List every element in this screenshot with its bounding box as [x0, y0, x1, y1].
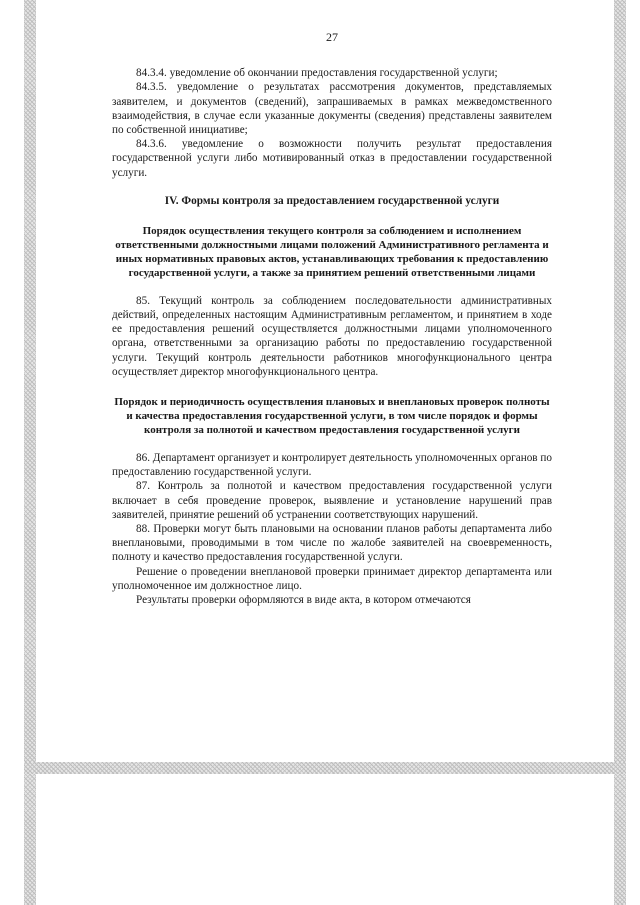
- item-84-3-5: 84.3.5. уведомление о результатах рассмотрения документов, представляемых заявителем, и документов (сведений), запрашиваемых в рамках межведомственного взаимодействия, в случае если указанные документы (сведения) представлены заявителем по собственной инициативе;: [112, 81, 552, 137]
- paragraph-85: 85. Текущий контроль за соблюдением последовательности административных действий, определенных настоящим Административным регламентом, и принятием в ходе ее предоставления решений осуществляется должностными лицами уполномоченного органа, ответственными за организацию работы по предоставлению государственной услуги. Текущий контроль деятельности работников многофункционального центра осуществляет директор многофункционального центра.: [112, 294, 552, 378]
- paragraph-86: 86. Департамент организует и контролирует деятельность уполномоченных органов по предоставлению государственной услуги.: [112, 452, 552, 479]
- page-number: 27: [326, 30, 338, 44]
- section-title: IV. Формы контроля за предоставлением государственной услуги: [164, 194, 500, 207]
- paragraph-87: 87. Контроль за полнотой и качеством предоставления государственной услуги включает в себя проведение проверок, выявление и установление нарушений прав заявителей, принятие решений об устранении соответствующих нарушений.: [112, 480, 552, 521]
- scan-edge-bottom: [24, 762, 626, 774]
- paragraph-decision: Решение о проведении внеплановой проверки принимает директор департамента или уполномоченное им должностное лицо.: [112, 565, 552, 592]
- document-body: [112, 30, 552, 607]
- item-84-3-4: 84.3.4. уведомление об окончании предоставления государственной услуги;: [136, 67, 498, 80]
- subheading-current-control: Порядок осуществления текущего контроля за соблюдением и исполнением ответственными должностными лицами положений Административного регламента и иных нормативных правовых актов, устанавливающих требования к предоставлению государственной услуги, а также за принятием решений ответственными лицами: [115, 224, 549, 279]
- paragraph-results: Результаты проверки оформляются в виде акта, в котором отмечаются: [136, 594, 471, 607]
- subheading-inspections: Порядок и периодичность осуществления плановых и внеплановых проверок полноты и качества предоставления государственной услуги, в том числе порядок и формы контроля за полнотой и качеством предоставления государственной услуги: [114, 396, 550, 437]
- item-84-3-6: 84.3.6. уведомление о возможности получить результат предоставления государственной услуги либо мотивированный отказ в предоставлении государственной услуги.: [112, 138, 552, 179]
- paragraph-88: 88. Проверки могут быть плановыми на основании планов работы департамента либо внеплановыми, проводимыми в том числе по жалобе заявителей на своевременность, полноту и качество предоставления государственной услуги.: [112, 523, 552, 564]
